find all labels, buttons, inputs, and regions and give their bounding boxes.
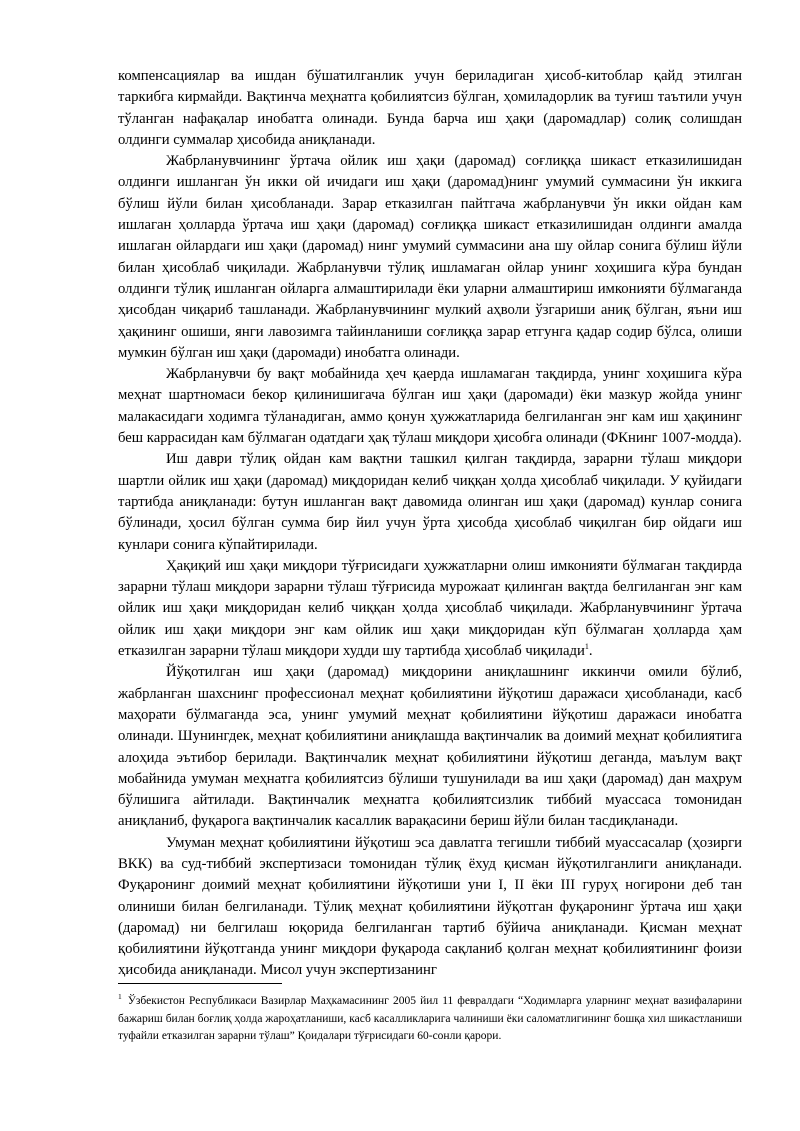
footnote-reference[interactable]: 1 xyxy=(584,642,589,652)
paragraph: Жабрланувчи бу вақт мобайнида ҳеч қаерда ишламаган тақдирда, унинг хоҳишига кўра меҳнат шартномаси бекор қилинишигача бўлган иш ҳақи (даромади) ёки мазкур жойда унинг малакасидаги ходимга тўланадиган, аммо қонун ҳужжатларида белгиланган энг кам иш ҳақининг беш каррасидан кам бўлмаган одатдаги ҳақ тўлаш миқдори ҳисобга олинади (ФКнинг 1007-модда). xyxy=(118,366,742,447)
paragraph-text: Ҳақиқий иш ҳақи миқдори тўғрисидаги ҳужжатларни олиш имконияти бўлмаган тақдирда зарарни тўлаш миқдори зарарни тўлаш тўғрисида мурожаат қилинган вақтда белгиланган энг кам ойлик иш ҳақи миқдоридан келиб чиққан ҳолда ҳисоблаб чиқилади. Жабрланувчининг ўртача ойлик иш ҳақи миқдори энг кам ойлик иш ҳақи миқдоридан кўп бўлмаган ҳолларда ҳам етказилган зарарни тўлаш миқдори худди шу тартибда ҳисоблаб чиқилади xyxy=(118,557,742,660)
paragraph: Иш даври тўлиқ ойдан кам вақтни ташкил қилган тақдирда, зарарни тўлаш миқдори шартли ойлик иш ҳақи (даромад) миқдоридан келиб чиққан ҳолда ҳисоблаб чиқилади. У қуйидаги тартибда аниқланади: бутун ишланган вақт давомида олинган иш ҳақи (даромад) кунлар сонига бўлинади, ҳосил бўлган сумма бир йил учун ўрта ҳисобда ҳисоблаб чиқилган бир ойдаги иш кунлари сонига кўпайтирилади. xyxy=(118,451,742,553)
paragraph: Жабрланувчининг ўртача ойлик иш ҳақи (даромад) соғлиққа шикаст етказилишидан олдинги ишланган ўн икки ой ичидаги иш ҳақи (даромад)нинг умумий суммасини ўн иккига бўлиш йўли билан ҳисобланади. Зарар етказилган пайтгача жабрланувчи ўн икки ойдан кам ишлаган ҳолларда ўртача иш ҳақи (даромад) соғлиққа шикаст етказилишидан олдинги амалда ишлаган ойлардаги иш ҳақи (даромад) нинг умумий суммасини ана шу ойлар сонига бўлиш йўли билан ҳисоблаб чиқилади. Жабрланувчи тўлиқ ишламаган ойлар унинг хоҳишига кўра бундан олдинги тўлиқ ишланган ойларга алмаштирилади ёки уларни алмаштириш имконияти бўлмаганда ҳисобдан чиқариб ташланади. Жабрланувчининг мулкий аҳволи ўзгариши аниқ бўлган, яъни иш ҳақининг ошиши, янги лавозимга тайинланиши соғлиққа зарар етгунга қадар содир бўлса, олиши мумкин бўлган иш ҳақи (даромади) инобатга олинади. xyxy=(118,153,742,361)
paragraph: компенсациялар ва ишдан бўшатилганлик учун бериладиган ҳисоб-китоблар қайд этилган таркибга кирмайди. Вақтинча меҳнатга қобилиятсиз бўлган, ҳомиладорлик ва туғиш таътили учун тўланган нафақалар инобатга олинади. Бунда барча иш ҳақи (даромадлар) солиқ солишдан олдинги суммалар ҳисобида аниқланади. xyxy=(118,68,742,148)
footnote-separator xyxy=(118,983,282,984)
footnote-marker: 1 xyxy=(118,992,122,1002)
footnote xyxy=(118,993,742,1046)
document-body xyxy=(118,66,742,982)
paragraph-tail: . xyxy=(588,643,593,660)
paragraph: Йўқотилган иш ҳақи (даромад) миқдорини аниқлашнинг иккинчи омили бўлиб, жабрланган шахснинг профессионал меҳнат қобилиятини йўқотиш даражаси ҳисобланади, касб маҳорати бўлмаганда эса, унинг умумий меҳнат қобилиятини йўқотиш даражаси инобатга олинади. Шунингдек, меҳнат қобилиятини аниқлашда вақтинчалик ва доимий меҳнат қобилиятига алоҳида эътибор берилади. Вақтинчалик меҳнат қобилиятини йўқотиш деганда, маълум вақт мобайнида умуман меҳнатга қобилиятсиз бўлиши тушунилади ва иш ҳақи (даромад) дан маҳрум бўлишига айтилади. Вақтинчалик меҳнатга қобилиятсизлик тиббий муассаса томонидан аниқланиб, фуқарога вақтинчалик касаллик варақасини бериш йўли билан тасдиқланади. xyxy=(118,664,742,830)
paragraph: Умуман меҳнат қобилиятини йўқотиш эса давлатга тегишли тиббий муассасалар (ҳозирги ВКК) ва суд-тиббий экспертизаси томонидан тўлиқ ёхуд қисман йўқотилганлиги аниқланади. Фуқаронинг доимий меҳнат қобилиятини йўқотиши уни I, II ёки III гуруҳ ногирони деб тан олиниши билан белгиланади. Тўлиқ меҳнат қобилиятини йўқотган фуқаронинг ўртача иш ҳақи (даромад) ни белгилаш юқорида белгиланган тартиб бўйича аниқланади. Қисман меҳнат қобилиятини йўқотганда унинг миқдори фуқарода сақланиб қолган меҳнат қобилиятининг фоизи ҳисобида аниқланади. Мисол учун экспертизанинг xyxy=(118,834,742,979)
paragraph-with-footnote xyxy=(118,556,742,662)
footnotes-section xyxy=(118,993,742,1046)
footnote-text: Ўзбекистон Республикаси Вазирлар Маҳкамасининг 2005 йил 11 февралдаги “Ходимларга уларнинг меҳнат вазифаларини бажариш билан боғлиқ ҳолда жароҳатланиши, касб касалликларига чалиниши ёки саломатлигининг бошқа хил шикастланиши туфайли етказилган зарарни тўлаш” Қоидалари тўғрисидаги 60-сонли қарори. xyxy=(118,995,742,1042)
